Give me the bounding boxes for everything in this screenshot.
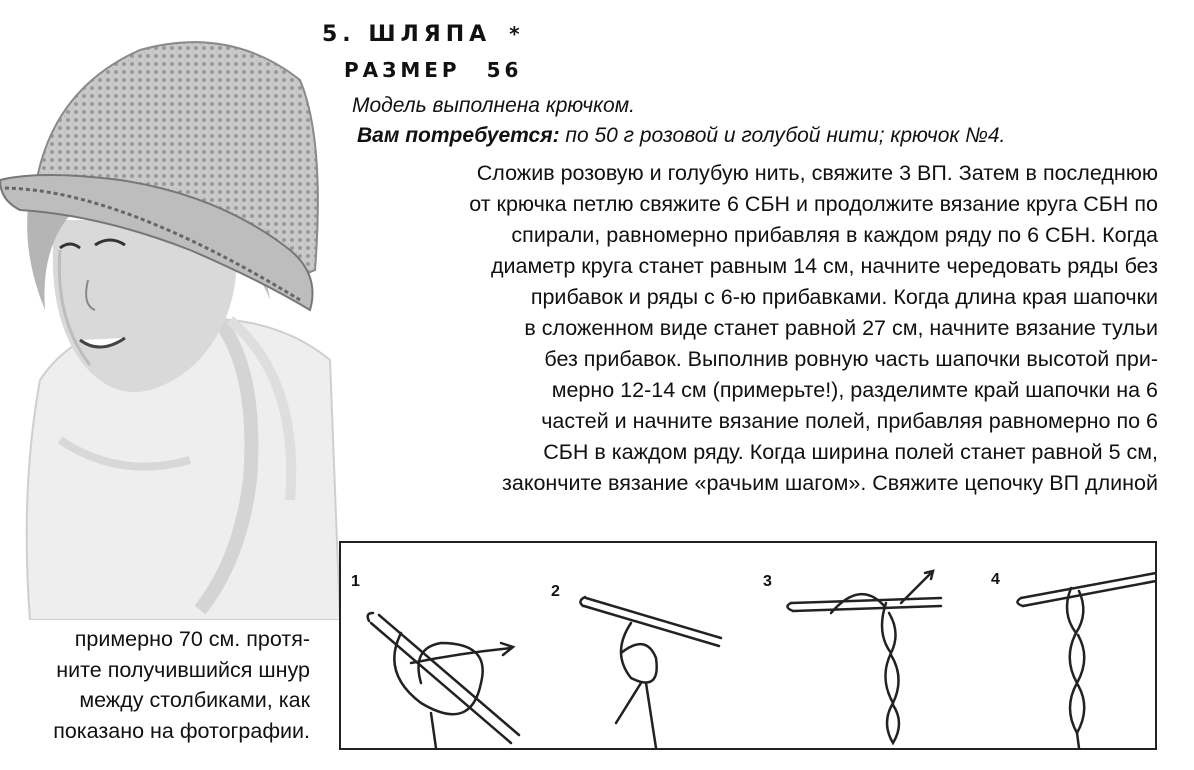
diagram-drawings bbox=[341, 543, 1155, 748]
instruction-line: мерно 12-14 см (примерьте!), разделимте край шапочки на 6 bbox=[551, 378, 1158, 402]
instruction-line: без прибавок. Выполнив ровную часть шапочки высотой при- bbox=[544, 347, 1158, 371]
continuation-text bbox=[10, 624, 310, 746]
step-1-hook-icon bbox=[368, 613, 519, 748]
continuation-line: между столбиками, как bbox=[79, 688, 310, 712]
chain-stitch-diagram bbox=[339, 541, 1157, 750]
instruction-line: прибавок и ряды с 6-ю прибавками. Когда длина края шапочки bbox=[530, 285, 1158, 309]
pattern-title-text: 5. ШЛЯПА bbox=[322, 22, 492, 47]
step-number-2: 2 bbox=[551, 583, 560, 600]
size-line bbox=[344, 58, 522, 82]
instruction-line: частей и начните вязание полей, прибавляя равномерно по 6 bbox=[541, 409, 1158, 433]
instructions-text bbox=[348, 158, 1158, 499]
woman-in-hat-photo bbox=[0, 20, 340, 620]
instruction-line: СБН в каждом ряду. Когда ширина полей станет равной 5 см, bbox=[543, 440, 1158, 464]
subtitle: Модель выполнена крючком. bbox=[352, 94, 635, 117]
size-value: 56 bbox=[486, 58, 523, 82]
difficulty-star: * bbox=[509, 22, 520, 46]
step-number-4: 4 bbox=[991, 571, 1000, 588]
step-3-hook-icon bbox=[787, 571, 941, 743]
continuation-line: показано на фотографии. bbox=[53, 718, 310, 743]
instruction-line: от крючка петлю свяжите 6 СБН и продолжите вязание круга СБН по bbox=[469, 192, 1158, 216]
instruction-line: диаметр круга станет равным 14 см, начните чередовать ряды без bbox=[490, 254, 1158, 278]
instruction-line: спирали, равномерно прибавляя в каждом ряду по 6 СБН. Когда bbox=[511, 223, 1158, 247]
instruction-line: в сложенном виде станет равной 27 см, начните вязание тульи bbox=[524, 316, 1158, 340]
pattern-title bbox=[322, 22, 520, 47]
instruction-line: закончите вязание «рачьим шагом». Свяжите цепочку ВП длиной bbox=[502, 471, 1158, 495]
step-number-1: 1 bbox=[351, 573, 360, 590]
size-label: РАЗМЕР bbox=[344, 58, 461, 82]
step-number-3: 3 bbox=[763, 573, 772, 590]
continuation-line: ните получившийся шнур bbox=[56, 657, 310, 682]
materials-label: Вам потребуется: bbox=[357, 124, 560, 147]
materials-text: по 50 г розовой и голубой нити; крючок №4. bbox=[565, 124, 1006, 147]
instruction-line: Сложив розовую и голубую нить, свяжите 3 ВП. Затем в последнюю bbox=[476, 161, 1158, 185]
continuation-line: примерно 70 см. протя- bbox=[74, 627, 310, 651]
materials-line bbox=[357, 124, 1005, 148]
step-2-hook-icon bbox=[580, 597, 721, 748]
step-4-hook-icon bbox=[1017, 573, 1155, 748]
